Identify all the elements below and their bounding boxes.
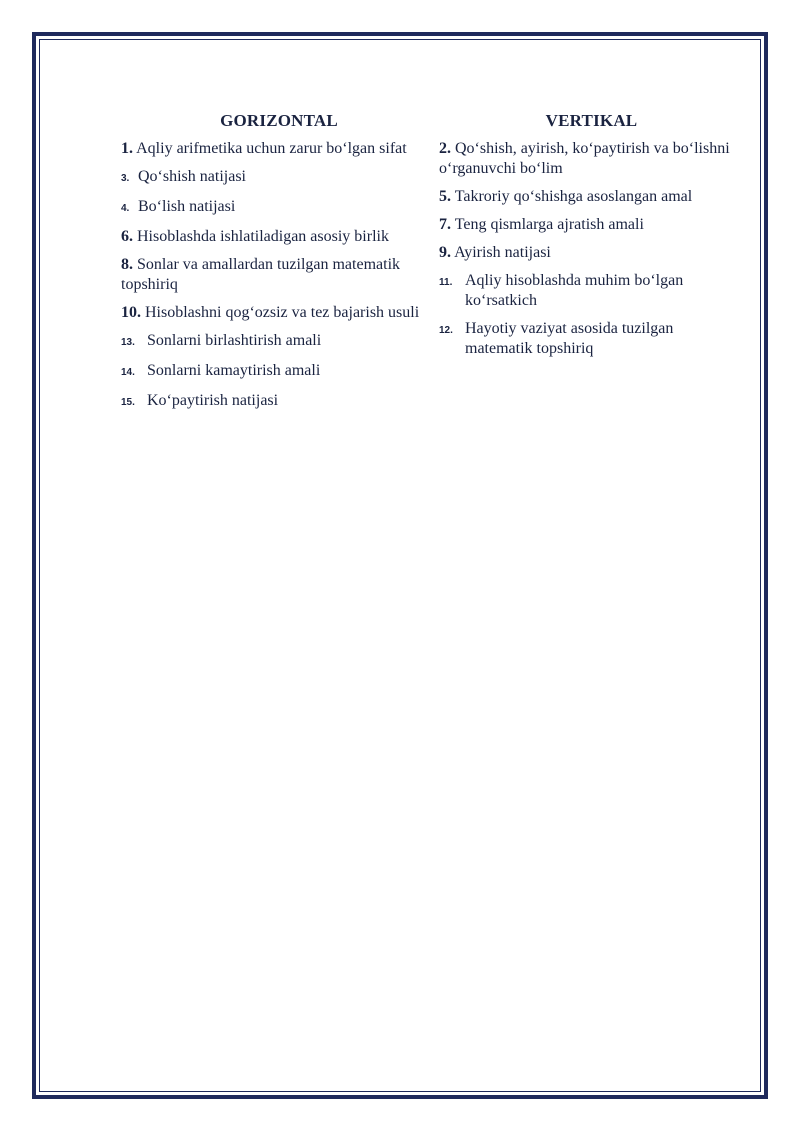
clue-text: Sonlarni birlashtirish amali [147, 332, 322, 349]
clue-number: 13. [121, 337, 135, 348]
clue-text: Sonlar va amallardan tuzilgan matematik topshiriq [121, 256, 401, 293]
clue-number: 12. [439, 325, 453, 336]
clue-number: 5. [439, 188, 451, 205]
clue-text: Ko‘paytirish natijasi [147, 392, 279, 409]
horizontal-heading: GORIZONTAL [220, 111, 338, 130]
clue-v-2 [439, 139, 744, 179]
clue-number: 9. [439, 244, 451, 261]
clue-h-13 [121, 331, 437, 353]
clue-number: 14. [121, 367, 135, 378]
horizontal-column [121, 110, 437, 421]
clue-text: Takroriy qo‘shishga asoslangan amal [451, 188, 693, 205]
clue-v-9 [439, 243, 744, 263]
clue-number: 3. [121, 173, 130, 184]
clue-text: Aqliy hisoblashda muhim bo‘lgan ko‘rsatkich [465, 272, 684, 309]
clue-text: Qo‘shish natijasi [138, 168, 246, 185]
clue-number: 15. [121, 397, 135, 408]
clue-v-7 [439, 215, 744, 235]
clue-number: 7. [439, 216, 451, 233]
clue-number: 6. [121, 228, 133, 245]
clue-number: 8. [121, 256, 133, 273]
clue-number: 4. [121, 203, 130, 214]
clue-h-3 [121, 167, 437, 189]
clue-text: Hayotiy vaziyat asosida tuzilgan matematik topshiriq [465, 320, 674, 357]
clue-text: Sonlarni kamaytirish amali [147, 362, 321, 379]
vertical-heading: VERTIKAL [545, 111, 638, 130]
clue-number: 10. [121, 304, 141, 321]
clue-text: Bo‘lish natijasi [138, 198, 236, 215]
clue-text: Hisoblashni qog‘ozsiz va tez bajarish usuli [141, 304, 420, 321]
clue-text: Aqliy arifmetika uchun zarur bo‘lgan sifat [133, 140, 407, 157]
clue-h-1 [121, 139, 437, 159]
clue-h-14 [121, 361, 437, 383]
clue-h-8 [121, 255, 437, 295]
clue-text: Ayirish natijasi [451, 244, 551, 261]
clue-h-15 [121, 391, 437, 413]
clue-h-10 [121, 303, 437, 323]
clue-h-6 [121, 227, 437, 247]
clue-number: 2. [439, 140, 451, 157]
clue-v-5 [439, 187, 744, 207]
clue-v-12 [439, 319, 744, 359]
vertical-column [439, 110, 744, 367]
clue-text: Qo‘shish, ayirish, ko‘paytirish va bo‘lishni o‘rganuvchi bo‘lim [439, 140, 730, 177]
clue-number: 11. [439, 277, 453, 288]
clue-v-11 [439, 271, 744, 311]
clue-text: Teng qismlarga ajratish amali [451, 216, 644, 233]
clue-h-4 [121, 197, 437, 219]
clue-text: Hisoblashda ishlatiladigan asosiy birlik [133, 228, 389, 245]
clue-number: 1. [121, 140, 133, 157]
